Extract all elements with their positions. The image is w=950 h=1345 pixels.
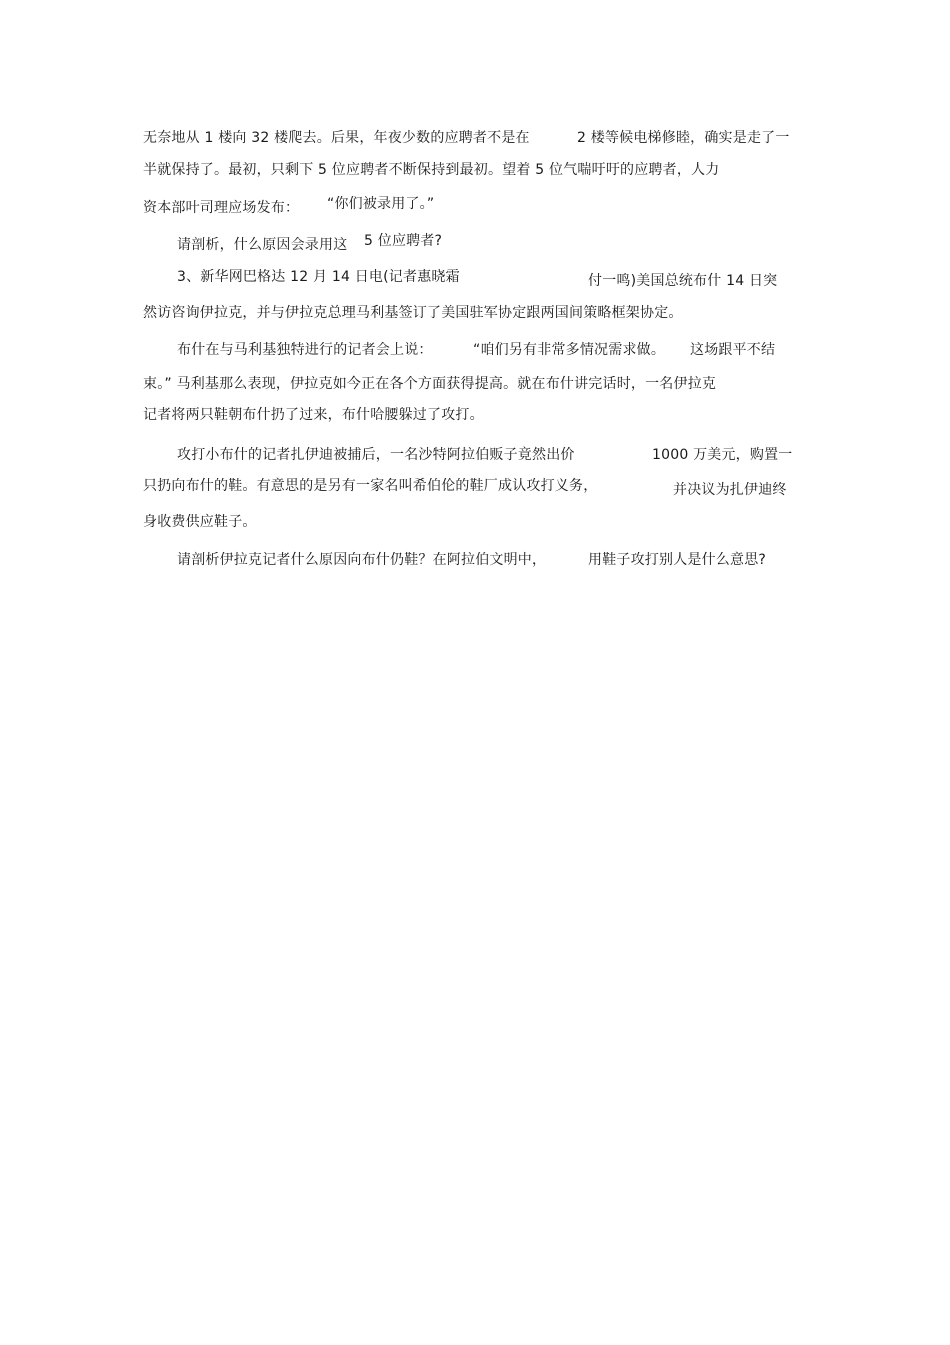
text-line-7a: 布什在与马利基独特进行的记者会上说： <box>177 342 433 358</box>
text-line-1a: 无奈地从 1 楼向 32 楼爬去。后果，年夜少数的应聘者不是在 <box>143 130 530 146</box>
text-line-2: 半就保持了。最初，只剩下 5 位应聘者不断保持到最初。望着 5 位气喘吁吁的应聘者，人力 <box>143 162 720 178</box>
text-line-10a: 攻打小布什的记者扎伊迪被捕后，一名沙特阿拉伯贩子竟然出价 <box>177 447 575 463</box>
text-line-7c: 这场跟平不结 <box>690 342 776 358</box>
text-line-4a: 请剖析，什么原因会录用这 <box>177 237 348 253</box>
text-line-11b: 并决议为扎伊迪终 <box>673 482 787 498</box>
text-line-4b: 5 位应聘者? <box>364 233 443 249</box>
text-line-8: 束。” 马利基那么表现，伊拉克如今正在各个方面获得提高。就在布什讲完话时，一名伊拉克 <box>143 376 717 392</box>
text-line-12: 身收费供应鞋子。 <box>143 514 257 530</box>
text-line-5b: 付一鸣)美国总统布什 14 日突 <box>588 273 778 289</box>
text-line-5a: 3、新华网巴格达 12 月 14 日电(记者惠晓霜 <box>177 269 460 285</box>
text-line-13b: 用鞋子攻打别人是什么意思? <box>588 552 767 568</box>
text-line-3b: “你们被录用了。” <box>327 196 435 212</box>
text-line-1b: 2 楼等候电梯修睦，确实是走了一 <box>577 130 790 146</box>
text-line-10b: 1000 万美元，购置一 <box>652 447 793 463</box>
text-line-7b: “咱们另有非常多情况需求做。 <box>473 342 666 358</box>
text-line-13a: 请剖析伊拉克记者什么原因向布什仍鞋？在阿拉伯文明中， <box>177 552 547 568</box>
text-line-9: 记者将两只鞋朝布什扔了过来，布什哈腰躲过了攻打。 <box>143 407 484 423</box>
text-line-6: 然访咨询伊拉克，并与伊拉克总理马利基签订了美国驻军协定跟两国间策略框架协定。 <box>143 305 683 321</box>
text-line-3a: 资本部叶司理应场发布： <box>143 200 300 216</box>
text-line-11a: 只扔向布什的鞋。有意思的是另有一家名叫希伯伦的鞋厂成认攻打义务， <box>143 478 598 494</box>
